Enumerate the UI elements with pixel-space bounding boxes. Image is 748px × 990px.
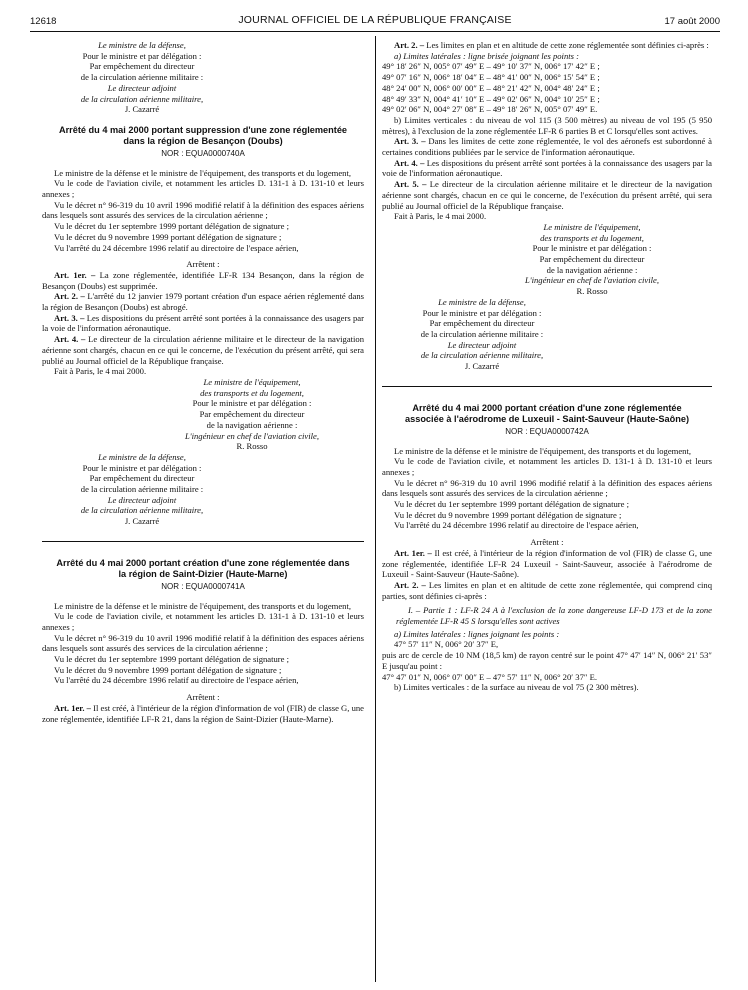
journal-title: JOURNAL OFFICIEL DE LA RÉPUBLIQUE FRANÇAISE <box>238 14 512 26</box>
article: Art. 2. – Les limites en plan et en altitude de cette zone réglementée, qui comprend cinq parties, sont définies ci-après : <box>382 579 712 601</box>
signature-equipement: Le ministre de l'équipement, des transports et du logement, Pour le ministre et par délégation : Par empêchement du directeur de la navigation aérienne : L'ingénieur en chef de l'aviation civile, R. Rosso <box>525 221 659 297</box>
part-heading: I. – Partie 1 : LF-R 24 A à l'exclusion de la zone dangereuse LF-D 173 et de la zone réglementée LF-R 45 S lorsqu'elles sont actives <box>396 605 712 627</box>
page-header <box>30 14 720 30</box>
article: Art. 5. – Le directeur de la circulation aérienne militaire et le directeur de la navigation aérienne sont chargés, chacun en ce qui le concerne, de l'exécution du présent arrêté, qui sera publié au Journal officiel de la République française. <box>382 179 712 211</box>
section-separator <box>42 541 364 542</box>
coordinate-line: 49° 07′ 16″ N, 006° 18′ 04″ E – 48° 41′ 00″ N, 006° 15′ 54″ E ; <box>382 72 600 83</box>
article: Art. 2. – L'arrêté du 12 janvier 1979 portant création d'un espace aérien réglementé dans la région de Besançon (Doubs) est abrogé. <box>42 291 364 313</box>
column-divider <box>375 36 376 982</box>
nor-reference: NOR : EQUA0000741A <box>161 581 245 591</box>
right-column: Art. 2. – Les limites en plan et en altitude de cette zone réglementée sont définies ci-après : a) Limites latérales : ligne brisée joignant les points : 49° 18′ 26″ N, 005° 07′ 49″ E – 49° 10′ 37″ N, 006° 17′ 42″ E ; 49° 07′ 16″ N, 006° 18′ 04″ E – 48° 41′ 00″ N, 006° 15′ 54″ E ; 48° 24′ 00″ N, 006° 00′ 00″ E – 48° 21′ 42″ N, 004° 48′ 24″ E ; 48° 49′ 33″ N, 004° 41′ 10″ E – 49° 02′ 06″ N, 004° 10′ 25″ E ; 49° 02′ 06″ N, 004° 27′ 08″ E – 49° 18′ 26″ N, 005° 07′ 49″ E. b) Limites verticales : du niveau de vol 115 (3 500 mètres) au niveau de vol 195 (5 950 mètres), à l'exclusion de la zone réglementée LF-R 6 parties B et C lorsqu'elles sont actives. Art. 3. – Dans les limites de cette zone réglementée, le vol des aéronefs est subordonné à certaines conditions publiées par le service de l'information aéronautique. Art. 4. – Les dispositions du présent arrêté sont portées à la connaissance des usagers par la voie de l'information aéronautique. Art. 5. – Le directeur de la circulation aérienne militaire et le directeur de la navigation aérienne sont chargés, chacun en ce qui le concerne, de l'exécution du présent arrêté, qui sera publié au Journal officiel de la République française. Fait à Paris, le 4 mai 2000. Le ministre de l'équipement, des transports et du logement, Pour le ministre et par délégation : Par empêchement du directeur de la navigation aérienne : L'ingénieur en chef de l'aviation civile, R. Rosso Le ministre de la défense, Pour le ministre et par délégation : Par empêchement du directeur de la circulation aérienne militaire : Le directeur adjoint de la circulation aérienne militaire, J. Cazarré Arrêté du 4 mai 2000 portant création d'une zone réglementée associée à l'aérodrome de Luxeuil - Saint-Sauveur (Haute-Saône) NOR : EQUA0000742A Le ministre de la défense et le ministre de l'équipement, des transports et du logement, Vu le code de l'aviation civile, et notamment les articles D. 131-1 à D. 131-10 et leurs annexes ; Vu le décret n° 96-319 du 10 avril 1996 modifié relatif à la définition des espaces aériens dans lesquels sont assurés des services de la circulation aérienne ; Vu le décret du 1er septembre 1999 portant délégation de signature ; Vu le décret du 9 novembre 1999 portant délégation de signature ; Vu l'arrêté du 24 décembre 1996 relatif au directoire de l'espace aérien, Arrêtent : Art. 1er. – Il est créé, à l'intérieur de la région d'information de vol (FIR) de classe G, une zone réglementée, identifiée LF-R 24 Luxeuil - Saint-Sauveur, associée à l'aérodrome de Luxeuil - Saint-Sauveur (Haute-Saône). Art. 2. – Les limites en plan et en altitude de cette zone réglementée, qui comprend cinq parties, sont définies ci-après : I. – Partie 1 : LF-R 24 A à l'exclusion de la zone dangereuse LF-D 173 et de la zone réglementée LF-R 45 S lorsqu'elles sont actives a) Limites latérales : lignes joignant les points : 47° 57′ 11″ N, 006° 20′ 37″ E, puis arc de cercle de 10 NM (18,5 km) de rayon centré sur le point 47° 47′ 14″ N, 006° 21′ 53″ E jusqu'au point : 47° 47′ 01″ N, 006° 07′ 00″ E – 47° 57′ 11″ N, 006° 20′ 37″ E. b) Limites verticales : de la surface au niveau de vol 75 (2 300 mètres). <box>382 40 712 693</box>
article: Art. 1er. – La zone réglementée, identifiée LF-R 134 Besançon, dans la région de Besançon (Doubs) est supprimée. <box>42 269 364 291</box>
article: Art. 1er. – Il est créé, à l'intérieur de la région d'information de vol (FIR) de classe G, une zone réglementée, identifiée LF-R 21, dans la région de Saint-Dizier (Haute-Marne). <box>42 702 364 724</box>
arrete-luxeuil: Arrêté du 4 mai 2000 portant création d'une zone réglementée associée à l'aérodrome de Luxeuil - Saint-Sauveur (Haute-Saône) NOR : EQUA0000742A Le ministre de la défense et le ministre de l'équipement, des transports et du logement, Vu le code de l'aviation civile, et notamment les articles D. 131-1 à D. 131-10 et leurs annexes ; Vu le décret n° 96-319 du 10 avril 1996 modifié relatif à la définition des espaces aériens dans lesquels sont assurés des services de la circulation aérienne ; Vu le décret du 1er septembre 1999 portant délégation de signature ; Vu le décret du 9 novembre 1999 portant délégation de signature ; Vu l'arrêté du 24 décembre 1996 relatif au directoire de l'espace aérien, Arrêtent : Art. 1er. – Il est créé, à l'intérieur de la région d'information de vol (FIR) de classe G, une zone réglementée, identifiée LF-R 24 Luxeuil - Saint-Sauveur, associée à l'aérodrome de Luxeuil - Saint-Sauveur (Haute-Saône). Art. 2. – Les limites en plan et en altitude de cette zone réglementée, qui comprend cinq parties, sont définies ci-après : I. – Partie 1 : LF-R 24 A à l'exclusion de la zone dangereuse LF-D 173 et de la zone réglementée LF-R 45 S lorsqu'elles sont actives a) Limites latérales : lignes joignant les points : 47° 57′ 11″ N, 006° 20′ 37″ E, puis arc de cercle de 10 NM (18,5 km) de rayon centré sur le point 47° 47′ 14″ N, 006° 21′ 53″ E jusqu'au point : 47° 47′ 01″ N, 006° 07′ 00″ E – 47° 57′ 11″ N, 006° 20′ 37″ E. b) Limites verticales : de la surface au niveau de vol 75 (2 300 mètres). <box>382 402 712 693</box>
decree-title: Arrêté du 4 mai 2000 portant création d'une zone réglementée associée à l'aérodrome de Luxeuil - Saint-Sauveur (Haute-Saône) <box>404 402 690 424</box>
decree-title: Arrêté du 4 mai 2000 portant suppression d'une zone réglementée dans la région de Besançon (Doubs) <box>58 124 348 146</box>
arrete-besancon: Arrêté du 4 mai 2000 portant suppression d'une zone réglementée dans la région de Besançon (Doubs) NOR : EQUA0000740A Le ministre de la défense et le ministre de l'équipement, des transports et du logement, Vu le code de l'aviation civile, et notamment les articles D. 131-1 à D. 131-10 et leurs annexes ; Vu le décret n° 96-319 du 10 avril 1996 modifié relatif à la définition des espaces aériens dans lesquels sont assurés des services de la circulation aérienne ; Vu le décret du 1er septembre 1999 portant délégation de signature ; Vu le décret du 9 novembre 1999 portant délégation de signature ; Vu l'arrêté du 24 décembre 1996 relatif au directoire de l'espace aérien, Arrêtent : Art. 1er. – La zone réglementée, identifiée LF-R 134 Besançon, dans la région de Besançon (Doubs) est supprimée. Art. 2. – L'arrêté du 12 janvier 1979 portant création d'un espace aérien réglementé dans la région de Besançon (Doubs) est abrogé. Art. 3. – Les dispositions du présent arrêté sont portées à la connaissance des usagers par la voie de l'information aéronautique. Art. 4. – Le directeur de la circulation aérienne militaire et le directeur de la navigation aérienne sont chargés, chacun en ce qui le concerne, de l'exécution du présent arrêté, qui sera publié au Journal officiel de la République française. Fait à Paris, le 4 mai 2000. Le ministre de l'équipement, des transports et du logement, Pour le ministre et par délégation : Par empêchement du directeur de la navigation aérienne : L'ingénieur en chef de l'aviation civile, R. Rosso Le ministre de la défense, Pour le ministre et par délégation : Par empêchement du directeur de la circulation aérienne militaire : Le directeur adjoint de la circulation aérienne militaire, J. Cazarré <box>42 124 364 527</box>
section-separator <box>382 386 712 387</box>
signature-defense: Le ministre de la défense, Pour le ministre et par délégation : Par empêchement du directeur de la circulation aérienne militaire : Le directeur adjoint de la circulation aérienne militaire, J. Cazarré <box>420 296 544 372</box>
signature-defense: Le ministre de la défense, Pour le ministre et par délégation : Par empêchement du directeur de la circulation aérienne militaire : Le directeur adjoint de la circulation aérienne militaire, J. Cazarré <box>80 451 204 527</box>
nor-reference: NOR : EQUA0000742A <box>505 426 589 436</box>
arrete-saint-dizier: Arrêté du 4 mai 2000 portant création d'une zone réglementée dans la région de Saint-Dizier (Haute-Marne) NOR : EQUA0000741A Le ministre de la défense et le ministre de l'équipement, des transports et du logement, Vu le code de l'aviation civile, et notamment les articles D. 131-1 à D. 131-10 et leurs annexes ; Vu le décret n° 96-319 du 10 avril 1996 modifié relatif à la définition des espaces aériens dans lesquels sont assurés des services de la circulation aérienne ; Vu le décret du 1er septembre 1999 portant délégation de signature ; Vu le décret du 9 novembre 1999 portant délégation de signature ; Vu l'arrêté du 24 décembre 1996 relatif au directoire de l'espace aérien, Arrêtent : Art. 1er. – Il est créé, à l'intérieur de la région d'information de vol (FIR) de classe G, une zone réglementée, identifiée LF-R 21, dans la région de Saint-Dizier (Haute-Marne). <box>42 557 364 724</box>
article: Art. 4. – Les dispositions du présent arrêté sont portées à la connaissance des usagers par la voie de l'information aéronautique. <box>382 157 712 179</box>
coordinate-list <box>382 61 712 115</box>
article: Art. 4. – Le directeur de la circulation aérienne militaire et le directeur de la navigation aérienne sont chargés, chacun en ce qui le concerne, de l'exécution du présent arrêté, qui sera publié au Journal officiel de la République française. <box>42 334 364 366</box>
page-number: 12618 <box>30 16 57 27</box>
article: Art. 2. – Les limites en plan et en altitude de cette zone réglementée sont définies ci-après : <box>394 40 709 50</box>
signature-equipement: Le ministre de l'équipement, des transports et du logement, Pour le ministre et par délégation : Par empêchement du directeur de la navigation aérienne : L'ingénieur en chef de l'aviation civile, R. Rosso <box>185 376 319 452</box>
coordinate-line: 48° 24′ 00″ N, 006° 00′ 00″ E – 48° 21′ 42″ N, 004° 48′ 24″ E ; <box>382 82 600 93</box>
header-rule <box>30 31 720 32</box>
coordinate-line: 49° 18′ 26″ N, 005° 07′ 49″ E – 49° 10′ 37″ N, 006° 17′ 42″ E ; <box>382 61 600 72</box>
decree-title: Arrêté du 4 mai 2000 portant création d'une zone réglementée dans la région de Saint-Dizier (Haute-Marne) <box>56 557 350 579</box>
signature-block-top: Le ministre de la défense, Pour le ministre et par délégation : Par empêchement du directeur de la circulation aérienne militaire : Le directeur adjoint de la circulation aérienne militaire, J. Cazarré <box>80 40 204 115</box>
article: Art. 3. – Dans les limites de cette zone réglementée, le vol des aéronefs est subordonné à certaines conditions publiées par le service de l'information aéronautique. <box>382 136 712 158</box>
nor-reference: NOR : EQUA0000740A <box>161 148 245 158</box>
article: Art. 1er. – Il est créé, à l'intérieur de la région d'information de vol (FIR) de classe G, une zone réglementée, identifiée LF-R 24 Luxeuil - Saint-Sauveur, associée à l'aérodrome de Luxeuil - Saint-Sauveur (Haute-Saône). <box>382 547 712 580</box>
left-column <box>42 40 364 724</box>
article: Art. 3. – Les dispositions du présent arrêté sont portées à la connaissance des usagers par la voie de l'information aéronautique. <box>42 312 364 334</box>
issue-date: 17 août 2000 <box>664 16 720 27</box>
coordinate-line: 49° 02′ 06″ N, 004° 27′ 08″ E – 49° 18′ 26″ N, 005° 07′ 49″ E. <box>382 104 598 115</box>
coordinate-line: 48° 49′ 33″ N, 004° 41′ 10″ E – 49° 02′ 06″ N, 004° 10′ 25″ E ; <box>382 93 600 104</box>
